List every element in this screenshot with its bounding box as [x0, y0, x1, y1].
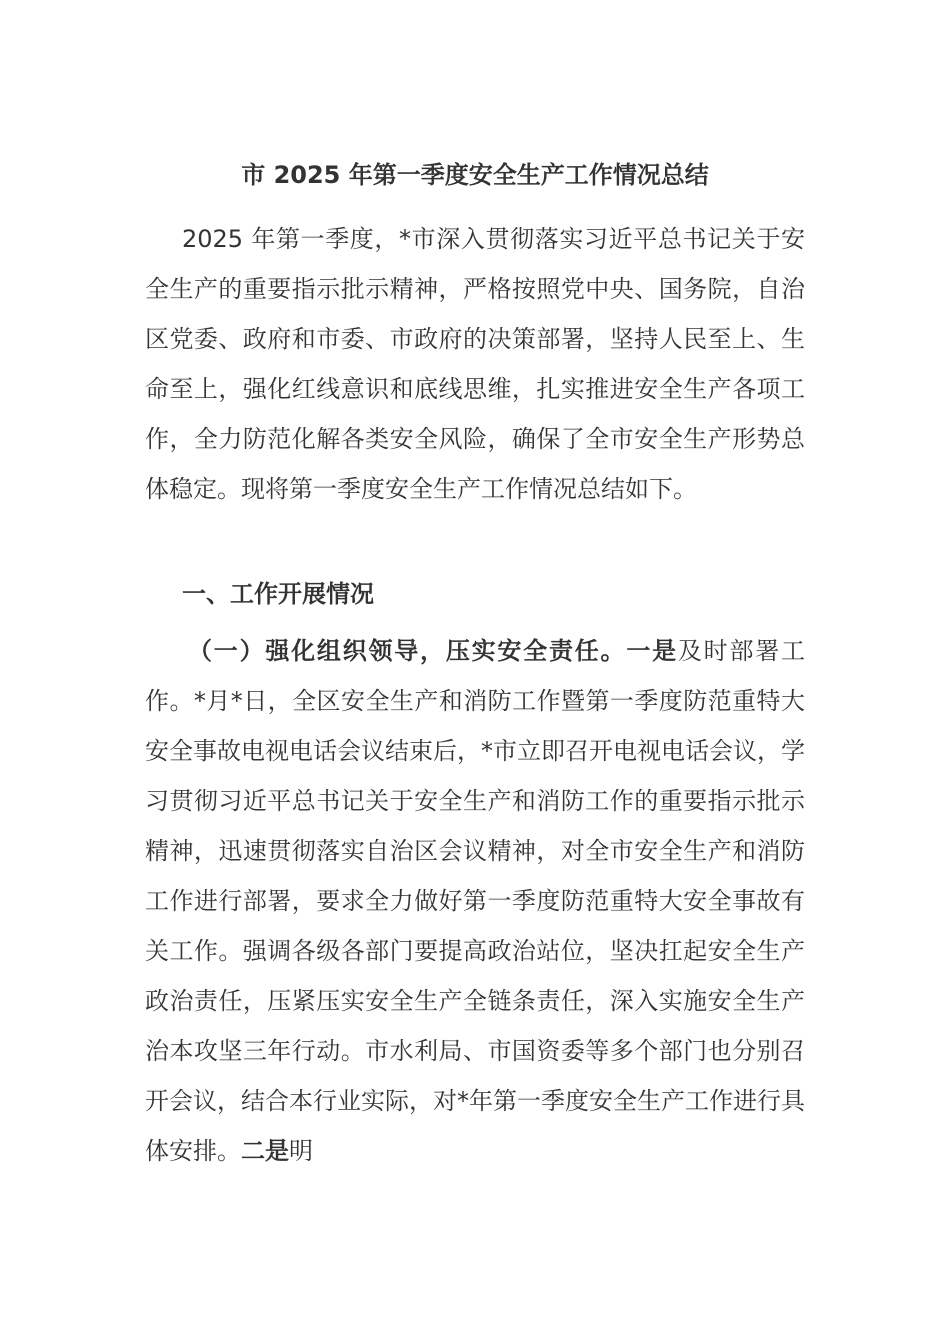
lead-text-1: 一是 — [626, 637, 678, 665]
intro-paragraph: 2025 年第一季度，*市深入贯彻落实习近平总书记关于安全生产的重要指示批示精神，严格按照党中央、国务院，自治区党委、政府和市委、市政府的决策部署，坚持人民至上、生命至上，强化红线意识和底线思维，扎实推进安全生产各项工作，全力防范化解各类安全风险，确保了全市安全生产形势总体稳定。现将第一季度安全生产工作情况总结如下。 — [145, 225, 805, 503]
subheading-text: （一）强化组织领导，压实安全责任。 — [188, 637, 627, 665]
document-title: 市 2025 年第一季度安全生产工作情况总结 — [241, 161, 709, 189]
body-text-1: 及时部署工作。*月*日，全区安全生产和消防工作暨第一季度防范重特大安全事故电视电话会议结束后，*市立即召开电视电话会议，学习贯彻习近平总书记关于安全生产和消防工作的重要指示批示精神，迅速贯彻落实自治区会议精神，对全市安全生产和消防工作进行部署，要求全力做好第一季度防范重特大安全事故有关工作。强调各级各部门要提高政治站位，坚决扛起安全生产政治责任，压紧压实安全生产全链条责任，深入实施安全生产治本攻坚三年行动。市水利局、市国资委等多个部门也分别召开会议，结合本行业实际，对*年第一季度安全生产工作进行具体安排。 — [145, 637, 806, 1165]
section-paragraph — [145, 626, 805, 1176]
lead-text-2: 二是 — [241, 1137, 289, 1165]
section-heading: 一、工作开展情况 — [182, 580, 374, 608]
body-text-2: 明 — [289, 1137, 313, 1165]
